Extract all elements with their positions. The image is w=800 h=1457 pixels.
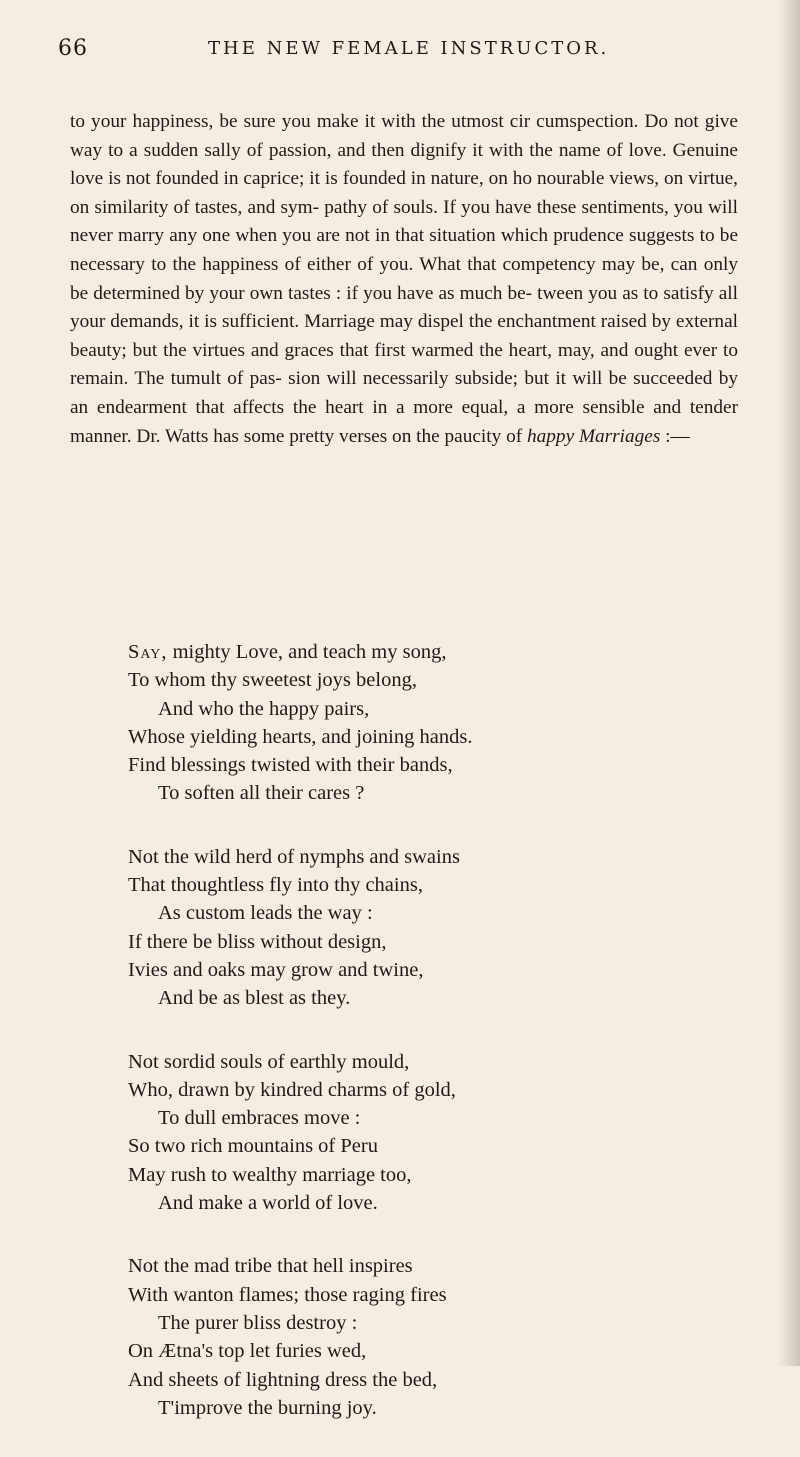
prose-italic-phrase: happy Marriages — [527, 425, 661, 447]
poem-stanza-2 — [128, 843, 688, 1013]
poem-line: With wanton flames; those raging fires — [128, 1283, 447, 1306]
running-title: THE NEW FEMALE INSTRUCTOR. — [208, 38, 610, 59]
poem-line-text: mighty Love, and teach my song, — [167, 641, 447, 663]
poem-stanza-3 — [128, 1048, 688, 1218]
poem — [128, 638, 688, 1457]
poem-line: Not sordid souls of earthly mould, — [128, 1050, 410, 1073]
poem-line: That thoughtless fly into thy chains, — [128, 874, 423, 897]
poem-line: To whom thy sweetest joys belong, — [128, 669, 417, 692]
poem-line: Ivies and oaks may grow and twine, — [128, 958, 424, 981]
page-number: 66 — [58, 36, 88, 61]
poem-line: Not the mad tribe that hell inspires — [128, 1255, 413, 1278]
poem-line: And sheets of lightning dress the bed, — [128, 1368, 438, 1391]
poem-line: To dull embraces move : — [158, 1107, 361, 1130]
running-head — [58, 36, 760, 76]
poem-line: Who, drawn by kindred charms of gold, — [128, 1078, 456, 1101]
prose-text-end: :— — [660, 425, 690, 447]
poem-line: To soften all their cares ? — [158, 782, 365, 805]
poem-line — [128, 638, 688, 666]
poem-line: If there be bliss without design, — [128, 930, 387, 953]
prose-text: to your happiness, be sure you make it with the utmost cir cumspection. Do not give way to a sudden sally of passion, and then dignify it with the name of love. Genuine love is not founded in caprice; it is founded in nature, on ho nourable views, on virtue, on similarity of tastes, and sym- pathy of souls. If you have these sentiments, you will never marry any one when you are not in that situation which prudence suggests to be necessary to the happiness of either of you. What that competency may be, can only be determined by your own tastes : if you have as much be- tween you as to satisfy all your demands, it is sufficient. Marriage may dispel the enchantment raised by external beauty; but the virtues and graces that first warmed the heart, may, and ought ever to remain. The tumult of pas- sion will necessarily subside; but it will be succeeded by an endearment that affects the heart in a more equal, a more sensible and tender manner. Dr. Watts has some pretty verses on the paucity of — [70, 111, 738, 447]
poem-line: Not the wild herd of nymphs and swains — [128, 845, 460, 868]
poem-stanza-4 — [128, 1252, 688, 1422]
poem-line: On Ætna's top let furies wed, — [128, 1340, 367, 1363]
poem-line: And be as blest as they. — [158, 987, 351, 1010]
poem-line: And make a world of love. — [158, 1192, 378, 1215]
page-edge-shadow — [778, 0, 800, 1366]
poem-line: T'improve the burning joy. — [158, 1396, 377, 1419]
poem-line: Whose yielding hearts, and joining hands. — [128, 725, 473, 748]
poem-line: May rush to wealthy marriage too, — [128, 1163, 412, 1186]
poem-opening-word: Say, — [128, 641, 168, 663]
poem-line: As custom leads the way : — [158, 902, 373, 925]
poem-stanza-1 — [128, 638, 688, 808]
prose-paragraph — [70, 108, 738, 451]
poem-line: Find blessings twisted with their bands, — [128, 754, 453, 777]
poem-line: The purer bliss destroy : — [158, 1311, 358, 1334]
poem-line: So two rich mountains of Peru — [128, 1135, 378, 1158]
poem-line: And who the happy pairs, — [158, 697, 370, 720]
